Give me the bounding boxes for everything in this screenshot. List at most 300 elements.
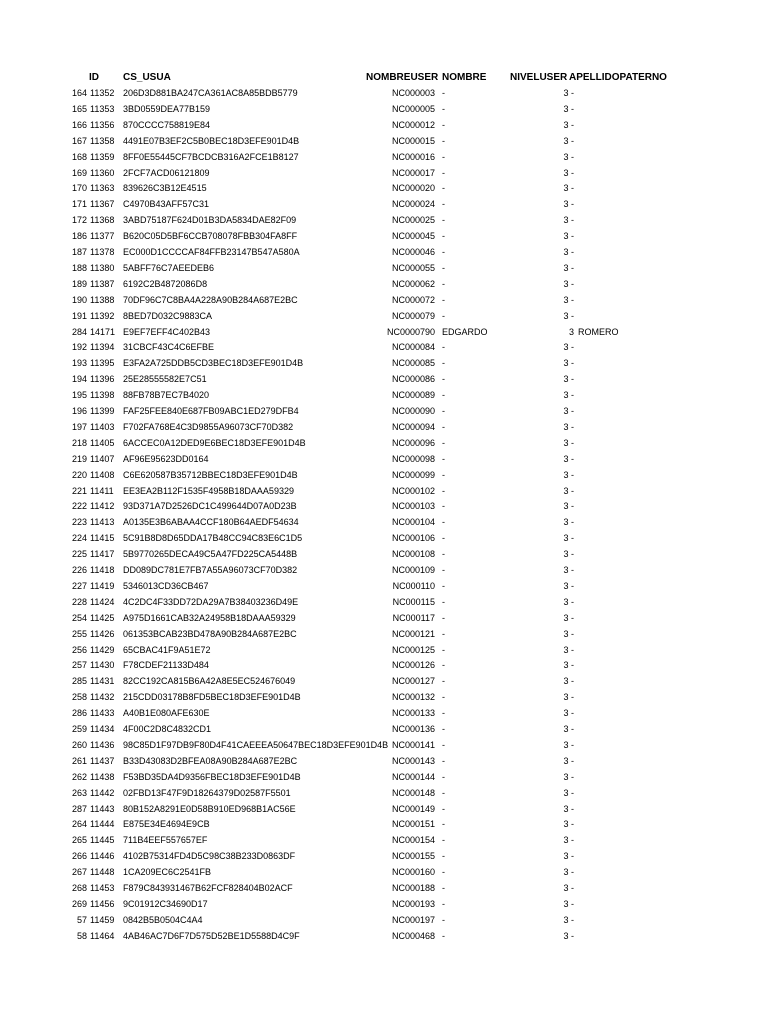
cell-nombreuser: NC000085 [391,358,435,369]
cell-niveluser: 3 [568,326,574,337]
cell-nombre: - [442,867,445,878]
cell-niveluser: 3 - [563,262,574,273]
cell-nombreuser: NC000136 [391,724,435,734]
cell-niveluser: 3 - [563,501,574,512]
cell-nombreuser: NC000188 [391,883,435,893]
cell-nombreuser: NC000094 [391,421,435,432]
table-row [0,881,768,897]
cell-id: 11405 [90,437,115,448]
cell-apellidopaterno [578,372,698,388]
cell-niveluser: 3 - [563,88,574,98]
cell-nombreuser: NC000024 [391,199,435,210]
cell-id: 11432 [90,692,115,703]
cell-apellidopaterno [578,356,698,372]
cell-apellidopaterno [578,547,698,563]
cell-nombreuser: NC000132 [391,692,435,703]
cell-cs-usua: 1CA209EC6C2541FB [123,867,212,878]
row-number: 226 [71,565,87,575]
cell-apellidopaterno [578,261,698,277]
cell-niveluser: 3 - [563,724,574,734]
cell-apellidopaterno [578,786,698,802]
cell-nombreuser: NC000102 [391,485,435,496]
cell-cs-usua: 4AB46AC7D6F7D575D52BE1D5588D4C9F [123,930,300,941]
cell-cs-usua: 8FF0E55445CF7BCDCB316A2FCE1B8127 [123,151,299,162]
row-number: 166 [71,119,87,130]
table-row [0,325,768,341]
cell-apellidopaterno [578,643,698,659]
cell-id: 11453 [90,883,115,893]
cell-id: 11411 [90,485,114,496]
cell-cs-usua: 98C85D1F97DB9F80D4F41CAEEEA50647BEC18D3EFE901D4B [123,739,389,750]
cell-niveluser: 3 - [563,215,574,226]
cell-nombre: - [442,580,445,591]
cell-niveluser: 3 - [563,135,574,146]
cell-cs-usua: 6ACCEC0A12DED9E6BEC18D3EFE901D4B [123,437,306,448]
row-number: 195 [71,390,87,401]
cell-cs-usua: C6E620587B35712BBEC18D3EFE901D4B [123,469,298,480]
cell-apellidopaterno [578,738,698,754]
cell-apellidopaterno [578,484,698,500]
cell-apellidopaterno [578,420,698,436]
row-number: 255 [71,628,87,639]
cell-niveluser: 3 - [563,453,574,464]
cell-id: 14171 [90,326,116,337]
table-row [0,372,768,388]
cell-nombre: - [442,835,445,846]
cell-nombre: - [442,406,445,416]
table-row [0,468,768,484]
cell-apellidopaterno [578,181,698,197]
cell-id: 11464 [90,930,115,941]
row-number: 191 [71,310,87,321]
table-row [0,563,768,579]
table-row [0,452,768,468]
cell-cs-usua: AF96E95623DD0164 [123,453,209,464]
table-row [0,531,768,547]
cell-niveluser: 3 - [563,883,574,893]
cell-niveluser: 3 - [563,342,574,353]
header-nombreuser: NOMBREUSER [366,72,439,83]
row-number: 284 [71,326,87,337]
cell-nombreuser: NC0000790 [386,326,435,337]
cell-nombre: - [442,88,445,98]
cell-cs-usua: 061353BCAB23BD478A90B284A687E2BC [123,628,297,639]
cell-cs-usua: F53BD35DA4D9356FBEC18D3EFE901D4B [123,771,301,782]
cell-nombre: - [442,183,445,194]
cell-niveluser: 3 - [563,914,574,925]
table-row [0,786,768,802]
table-row [0,913,768,929]
cell-nombre: - [442,469,445,480]
header-nombre: NOMBRE [442,72,487,83]
cell-apellidopaterno [578,770,698,786]
cell-apellidopaterno [578,849,698,865]
table-row [0,754,768,770]
cell-apellidopaterno [578,468,698,484]
cell-apellidopaterno [578,293,698,309]
cell-niveluser: 3 - [563,676,574,687]
cell-nombreuser: NC000154 [391,835,435,846]
cell-nombre: - [442,724,445,734]
cell-niveluser: 3 - [563,898,574,909]
row-number: 267 [71,867,87,878]
cell-apellidopaterno [578,118,698,134]
cell-id: 11368 [90,215,115,226]
table-row [0,833,768,849]
cell-id: 11353 [90,103,115,114]
cell-niveluser: 3 - [563,247,574,257]
cell-nombre: - [442,533,445,544]
cell-nombre: - [442,151,445,162]
table-row [0,929,768,945]
cell-id: 11407 [90,453,115,464]
cell-cs-usua: 5346013CD36CB467 [123,580,209,591]
row-number: 254 [71,612,87,623]
cell-apellidopaterno [578,658,698,674]
cell-niveluser: 3 - [563,310,574,321]
table-row [0,134,768,150]
cell-apellidopaterno [578,929,698,945]
table-row [0,420,768,436]
table-row [0,849,768,865]
cell-nombre: - [442,215,445,226]
row-number: 259 [71,724,87,734]
cell-id: 11442 [90,787,115,798]
cell-niveluser: 3 - [563,771,574,782]
cell-id: 11443 [90,803,115,814]
cell-apellidopaterno [578,150,698,166]
cell-nombreuser: NC000121 [391,628,435,639]
table-row [0,515,768,531]
row-number: 262 [71,771,87,782]
cell-id: 11403 [90,421,115,432]
cell-nombre: EDGARDO [442,326,488,337]
cell-nombreuser: NC000084 [391,342,435,353]
cell-nombre: - [442,787,445,798]
cell-nombre: - [442,898,445,909]
cell-nombre: - [442,310,445,321]
table-row [0,722,768,738]
row-number: 261 [71,755,87,766]
cell-cs-usua: EE3EA2B112F1535F4958B18DAAA59329 [123,485,294,496]
cell-nombreuser: NC000003 [391,88,435,98]
cell-niveluser: 3 - [563,787,574,798]
cell-apellidopaterno [578,674,698,690]
cell-niveluser: 3 - [563,549,574,560]
cell-nombreuser: NC000020 [391,183,435,194]
cell-cs-usua: E3FA2A725DDB5CD3BEC18D3EFE901D4B [123,358,304,369]
cell-nombre: - [442,565,445,575]
cell-cs-usua: 80B152A8291E0D58B910ED968B1AC56E [123,803,296,814]
table-row [0,579,768,595]
cell-nombreuser: NC000144 [391,771,435,782]
cell-cs-usua: 31CBCF43C4C6EFBE [123,342,215,353]
cell-niveluser: 3 - [563,692,574,703]
cell-nombre: - [442,819,445,830]
cell-apellidopaterno [578,166,698,182]
table-row [0,643,768,659]
table-row [0,118,768,134]
row-number: 264 [71,819,87,830]
row-number: 187 [71,247,87,257]
cell-nombreuser: NC000110 [392,580,435,591]
cell-niveluser: 3 - [563,867,574,878]
cell-id: 11352 [90,88,115,98]
row-number: 190 [71,294,87,305]
cell-nombre: - [442,199,445,210]
cell-id: 11418 [90,565,115,575]
cell-apellidopaterno [578,197,698,213]
row-number: 225 [71,549,87,560]
cell-nombreuser: NC000079 [391,310,435,321]
row-number: 228 [71,596,87,607]
cell-niveluser: 3 - [563,708,574,719]
cell-id: 11434 [90,724,115,734]
cell-apellidopaterno [578,579,698,595]
cell-nombreuser: NC000197 [391,914,435,925]
cell-nombre: - [442,692,445,703]
header-niveluser: NIVELUSER [510,72,568,83]
table-row [0,86,768,102]
cell-cs-usua: 9C01912C34690D17 [123,898,208,909]
cell-apellidopaterno [578,452,698,468]
cell-cs-usua: FAF25FEE840E687FB09ABC1ED279DFB4 [123,406,299,416]
cell-cs-usua: EC000D1CCCCAF84FFB23147B547A580A [123,247,300,257]
table-row [0,674,768,690]
row-number: 186 [71,231,87,242]
cell-nombreuser: NC000106 [391,533,435,544]
cell-nombreuser: NC000133 [391,708,435,719]
cell-nombreuser: NC000125 [391,644,435,655]
cell-id: 11395 [90,358,115,369]
cell-niveluser: 3 - [563,167,574,178]
cell-nombre: - [442,167,445,178]
cell-id: 11429 [90,644,115,655]
cell-nombreuser: NC000160 [391,867,435,878]
row-number: 170 [71,183,87,194]
cell-niveluser: 3 - [563,278,574,289]
cell-cs-usua: E9EF7EFF4C402B43 [123,326,211,337]
cell-nombre: - [442,739,445,750]
cell-nombre: - [442,708,445,719]
table-row [0,897,768,913]
cell-cs-usua: 839626C3B12E4515 [123,183,207,194]
row-number: 258 [71,692,87,703]
cell-nombreuser: NC000017 [391,167,435,178]
row-number: 197 [71,421,87,432]
cell-cs-usua: 8BED7D032C9883CA [123,310,213,321]
cell-cs-usua: 2FCF7ACD06121809 [123,167,210,178]
cell-cs-usua: 3BD0559DEA77B159 [123,103,211,114]
cell-niveluser: 3 - [563,596,574,607]
cell-id: 11413 [90,517,115,528]
cell-nombreuser: NC000045 [391,231,435,242]
cell-cs-usua: 70DF96C7C8BA4A228A90B284A687E2BC [123,294,298,305]
cell-nombre: - [442,421,445,432]
cell-nombre: - [442,676,445,687]
cell-id: 11363 [90,183,115,194]
cell-nombre: - [442,342,445,353]
cell-niveluser: 3 - [563,374,574,385]
table-row [0,738,768,754]
cell-nombre: - [442,771,445,782]
cell-apellidopaterno [578,102,698,118]
cell-id: 11415 [90,533,115,544]
cell-niveluser: 3 - [563,533,574,544]
cell-niveluser: 3 - [563,517,574,528]
cell-nombre: - [442,119,445,130]
row-number: 221 [71,485,87,496]
cell-apellidopaterno [578,404,698,420]
cell-cs-usua: F879C843931467B62FCF828404B02ACF [123,883,293,893]
table-row [0,229,768,245]
cell-cs-usua: 65CBAC41F9A51E72 [123,644,211,655]
cell-cs-usua: 93D371A7D2526DC1C499644D07A0D23B [123,501,297,512]
table-row [0,690,768,706]
cell-nombreuser: NC000086 [391,374,435,385]
cell-niveluser: 3 - [563,358,574,369]
cell-niveluser: 3 - [563,660,574,671]
cell-cs-usua: B620C05D5BF6CCB708078FBB304FA8FF [123,231,298,242]
cell-nombreuser: NC000149 [391,803,435,814]
cell-apellidopaterno [578,690,698,706]
table-row [0,706,768,722]
cell-nombreuser: NC000090 [391,406,435,416]
cell-id: 11367 [90,199,115,210]
cell-apellidopaterno: ROMERO [578,326,619,337]
cell-nombreuser: NC000016 [391,151,435,162]
cell-apellidopaterno [578,833,698,849]
cell-cs-usua: A0135E3B6ABAA4CCF180B64AEDF54634 [123,517,299,528]
table-row [0,484,768,500]
cell-cs-usua: 5ABFF76C7AEEDEB6 [123,262,215,273]
cell-cs-usua: F702FA768E4C3D9855A96073CF70D382 [123,421,294,432]
cell-apellidopaterno [578,499,698,515]
cell-id: 11438 [90,771,115,782]
row-number: 193 [71,358,87,369]
cell-nombreuser: NC000096 [391,437,435,448]
cell-apellidopaterno [578,754,698,770]
cell-niveluser: 3 - [563,183,574,194]
cell-nombreuser: NC000005 [391,103,435,114]
row-number: 268 [71,883,87,893]
cell-id: 11377 [90,231,115,242]
cell-cs-usua: 3ABD75187F624D01B3DA5834DAE82F09 [123,215,297,226]
table-row [0,102,768,118]
cell-niveluser: 3 - [563,835,574,846]
cell-nombreuser: NC000151 [391,819,435,830]
cell-niveluser: 3 - [563,437,574,448]
row-number: 171 [71,199,87,210]
cell-nombre: - [442,914,445,925]
cell-nombre: - [442,930,445,941]
cell-niveluser: 3 - [563,819,574,830]
cell-apellidopaterno [578,706,698,722]
cell-nombreuser: NC000062 [391,278,435,289]
cell-apellidopaterno [578,865,698,881]
cell-nombreuser: NC000012 [391,119,435,130]
table-row [0,595,768,611]
cell-cs-usua: 215CDD03178B8FD5BEC18D3EFE901D4B [123,692,301,703]
cell-cs-usua: 0842B5B0504C4A4 [123,914,203,925]
cell-apellidopaterno [578,722,698,738]
cell-apellidopaterno [578,134,698,150]
header-cs-usua: CS_USUA [123,72,171,83]
row-number: 57 [76,914,87,925]
cell-niveluser: 3 - [563,644,574,655]
cell-niveluser: 3 - [563,485,574,496]
cell-apellidopaterno [578,340,698,356]
cell-cs-usua: 4C2DC4F33DD72DA29A7B38403236D49E [123,596,299,607]
table-row [0,356,768,372]
row-number: 220 [71,469,87,480]
cell-id: 11358 [90,135,115,146]
row-number: 266 [71,851,87,862]
table-row [0,213,768,229]
cell-id: 11426 [90,628,115,639]
cell-id: 11396 [90,374,115,385]
row-number: 165 [71,103,87,114]
cell-cs-usua: A40B1E080AFE630E [123,708,210,719]
cell-nombre: - [442,135,445,146]
cell-id: 11388 [90,294,115,305]
row-number: 188 [71,262,87,273]
row-number: 269 [71,898,87,909]
cell-niveluser: 3 - [563,199,574,210]
cell-nombre: - [442,437,445,448]
cell-id: 11444 [90,819,115,830]
cell-nombreuser: NC000089 [391,390,435,401]
cell-apellidopaterno [578,531,698,547]
row-number: 167 [71,135,87,146]
cell-apellidopaterno [578,881,698,897]
cell-id: 11424 [90,596,115,607]
cell-nombreuser: NC000098 [391,453,435,464]
cell-id: 11445 [90,835,115,846]
table-row [0,611,768,627]
cell-id: 11437 [90,755,115,766]
cell-nombre: - [442,755,445,766]
cell-niveluser: 3 - [563,580,574,591]
cell-nombreuser: NC000104 [391,517,435,528]
table-row [0,340,768,356]
cell-id: 11387 [90,278,115,289]
cell-nombre: - [442,628,445,639]
cell-id: 11448 [90,867,115,878]
cell-cs-usua: 25E28555582E7C51 [123,374,207,385]
cell-id: 11446 [90,851,115,862]
cell-nombreuser: NC000127 [391,676,435,687]
row-number: 260 [71,739,87,750]
cell-nombreuser: NC000148 [391,787,435,798]
cell-nombre: - [442,485,445,496]
cell-nombre: - [442,612,445,623]
cell-niveluser: 3 - [563,628,574,639]
row-number: 223 [71,517,87,528]
row-number: 265 [71,835,87,846]
cell-nombreuser: NC000015 [391,135,435,146]
cell-nombre: - [442,262,445,273]
cell-apellidopaterno [578,245,698,261]
cell-nombreuser: NC000468 [391,930,435,941]
cell-niveluser: 3 - [563,231,574,242]
cell-nombre: - [442,390,445,401]
cell-niveluser: 3 - [563,851,574,862]
table-row [0,658,768,674]
table-row [0,150,768,166]
cell-nombre: - [442,278,445,289]
row-number: 257 [71,660,87,671]
